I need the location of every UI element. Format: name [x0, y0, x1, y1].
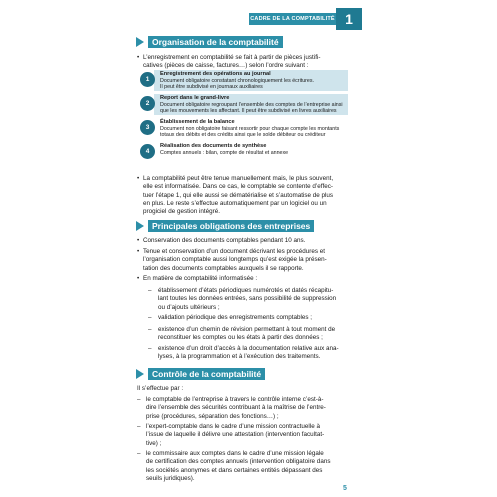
controle-intro: [137, 385, 347, 393]
section-arrow-icon: [136, 221, 144, 231]
step-desc: Document obligatoire regroupant l’ensemble des comptes de l’entreprise ainsi: [160, 101, 343, 108]
text-line: l’issue de laquelle il délivre une attestation (intervention facultat-: [146, 431, 325, 439]
dash-icon: –: [148, 287, 152, 294]
step-desc: Comptes annuels : bilan, compte de résultat et annexe: [160, 149, 289, 156]
text-line: tive) ;: [146, 439, 162, 447]
step-title: Établissement de la balance: [160, 119, 235, 125]
bullet-icon: •: [137, 275, 140, 282]
bullet-icon: •: [137, 248, 140, 255]
text-line: de certification des comptes annuels (intervention obligatoire dans: [146, 458, 331, 466]
text-line: En matière de comptabilité informatisée :: [143, 275, 258, 282]
bullet-icon: •: [137, 54, 140, 61]
step-title: Report dans le grand-livre: [160, 95, 230, 101]
obligation-item: [143, 275, 348, 283]
section-title-obligations: Principales obligations des entreprises: [148, 220, 314, 232]
text-line: établissement d’états périodiques numérotés et datés récapitu-: [158, 287, 334, 294]
step-body: [154, 94, 348, 115]
step-number: 2: [140, 96, 155, 111]
dash-icon: –: [148, 345, 152, 352]
section-title-organisation: Organisation de la comptabilité: [148, 36, 283, 48]
bullet-icon: •: [137, 175, 140, 182]
page-number: 5: [343, 485, 347, 492]
obligation-item: [143, 237, 348, 245]
computerized-requirement: [158, 287, 350, 312]
text-line: catives (pièces de caisse, factures…) selon l’ordre suivant :: [143, 62, 309, 70]
step-4: [140, 142, 348, 163]
text-line: l’expert-comptable dans le cadre d’une mission contractuelle à: [146, 423, 320, 430]
text-line: existence d’un droit d’accès à la documentation relative aux ana-: [158, 345, 339, 352]
text-line: en plus. Le reste s’effectue automatiquement par un logiciel ou un: [143, 199, 327, 207]
bullet-icon: •: [137, 237, 140, 244]
computerized-requirement: [158, 345, 350, 362]
chapter-number: 1: [336, 8, 362, 30]
text-line: lyses, à la programmation et à l’exécution des traitements.: [158, 353, 321, 361]
organisation-outro: [143, 175, 348, 216]
step-body: [154, 70, 348, 91]
text-line: existence d’un chemin de révision permettant à tout moment de: [158, 326, 336, 333]
text-line: seuils juridiques).: [146, 474, 195, 482]
text-line: tation des documents comptables auxquels il se rapporte.: [143, 264, 304, 272]
step-desc: Document obligatoire constatant chronologiquement les écritures.: [160, 77, 314, 84]
text-line: prise (procédures, séparation des fonctions…) ;: [146, 412, 279, 420]
text-line: progiciel de gestion intégré.: [143, 208, 221, 216]
step-number: 3: [140, 120, 155, 135]
computerized-requirement: [158, 326, 350, 343]
text-line: le commissaire aux comptes dans le cadre d’une mission légale: [146, 450, 324, 457]
step-desc: que les mouvements les affectant. Il peut être subdivisé en livres auxiliaires: [160, 108, 337, 114]
controle-item: [146, 396, 348, 421]
section-title-controle: Contrôle de la comptabilité: [148, 368, 265, 380]
step-1: [140, 70, 348, 91]
text-line: Il s’effectue par :: [137, 385, 184, 392]
step-body: [154, 118, 348, 139]
dash-icon: –: [137, 423, 141, 430]
text-line: lant toutes les données entrées, sans possibilité de suppression: [158, 295, 337, 303]
dash-icon: –: [137, 450, 141, 457]
text-line: L’enregistrement en comptabilité se fait à partir de pièces justifi-: [143, 54, 321, 61]
step-number: 4: [140, 144, 155, 159]
dash-icon: –: [137, 396, 141, 403]
step-3: [140, 118, 348, 139]
text-line: validation périodique des enregistrements comptables ;: [158, 314, 313, 321]
dash-icon: –: [148, 314, 152, 321]
text-line: Tenue et conservation d’un document décrivant les procédures et: [143, 248, 326, 255]
text-line: le comptable de l’entreprise à travers le contrôle interne c’est-à-: [146, 396, 324, 403]
running-title: CADRE DE LA COMPTABILITÉ: [249, 13, 336, 25]
step-title: Réalisation des documents de synthèse: [160, 143, 267, 149]
text-line: ou d’ajouts ultérieurs ;: [158, 303, 220, 311]
text-line: elle est informatisée. Dans ce cas, le comptable se contente d’effec-: [143, 183, 333, 191]
text-line: Conservation des documents comptables pendant 10 ans.: [143, 237, 306, 244]
step-number: 1: [140, 72, 155, 87]
step-desc: totaux des débits et des crédits ainsi que le solde débiteur ou créditeur: [160, 132, 326, 138]
dash-icon: –: [148, 326, 152, 333]
step-title: Enregistrement des opérations au journal: [160, 71, 271, 77]
obligation-item: [143, 248, 348, 273]
section-arrow-icon: [136, 37, 144, 47]
step-2: [140, 94, 348, 115]
section-arrow-icon: [136, 369, 144, 379]
text-line: dire l’ensemble des sécurités contribuant à la maîtrise de l’entre-: [146, 404, 326, 412]
step-desc: Document non obligatoire faisant ressortir pour chaque compte les montants: [160, 125, 340, 132]
text-line: La comptabilité peut être tenue manuellement mais, le plus souvent,: [143, 175, 334, 182]
step-body: [154, 142, 348, 163]
computerized-requirement: [158, 314, 350, 322]
text-line: reconstituer les comptes ou les états à partir des données ;: [158, 334, 323, 342]
text-line: l’organisation comptable aussi longtemps qu’est exigée la présen-: [143, 256, 327, 264]
controle-item: [146, 423, 348, 448]
organisation-intro: [143, 54, 348, 71]
controle-item: [146, 450, 348, 483]
accounting-steps: [140, 70, 348, 166]
text-line: les sociétés anonymes et dans certaines entités dépassant des: [146, 466, 323, 474]
step-desc: Il peut être subdivisé en journaux auxiliaires: [160, 84, 263, 90]
text-line: tuer l’étape 1, qui elle aussi se dématérialise et s’automatise de plus: [143, 191, 334, 199]
